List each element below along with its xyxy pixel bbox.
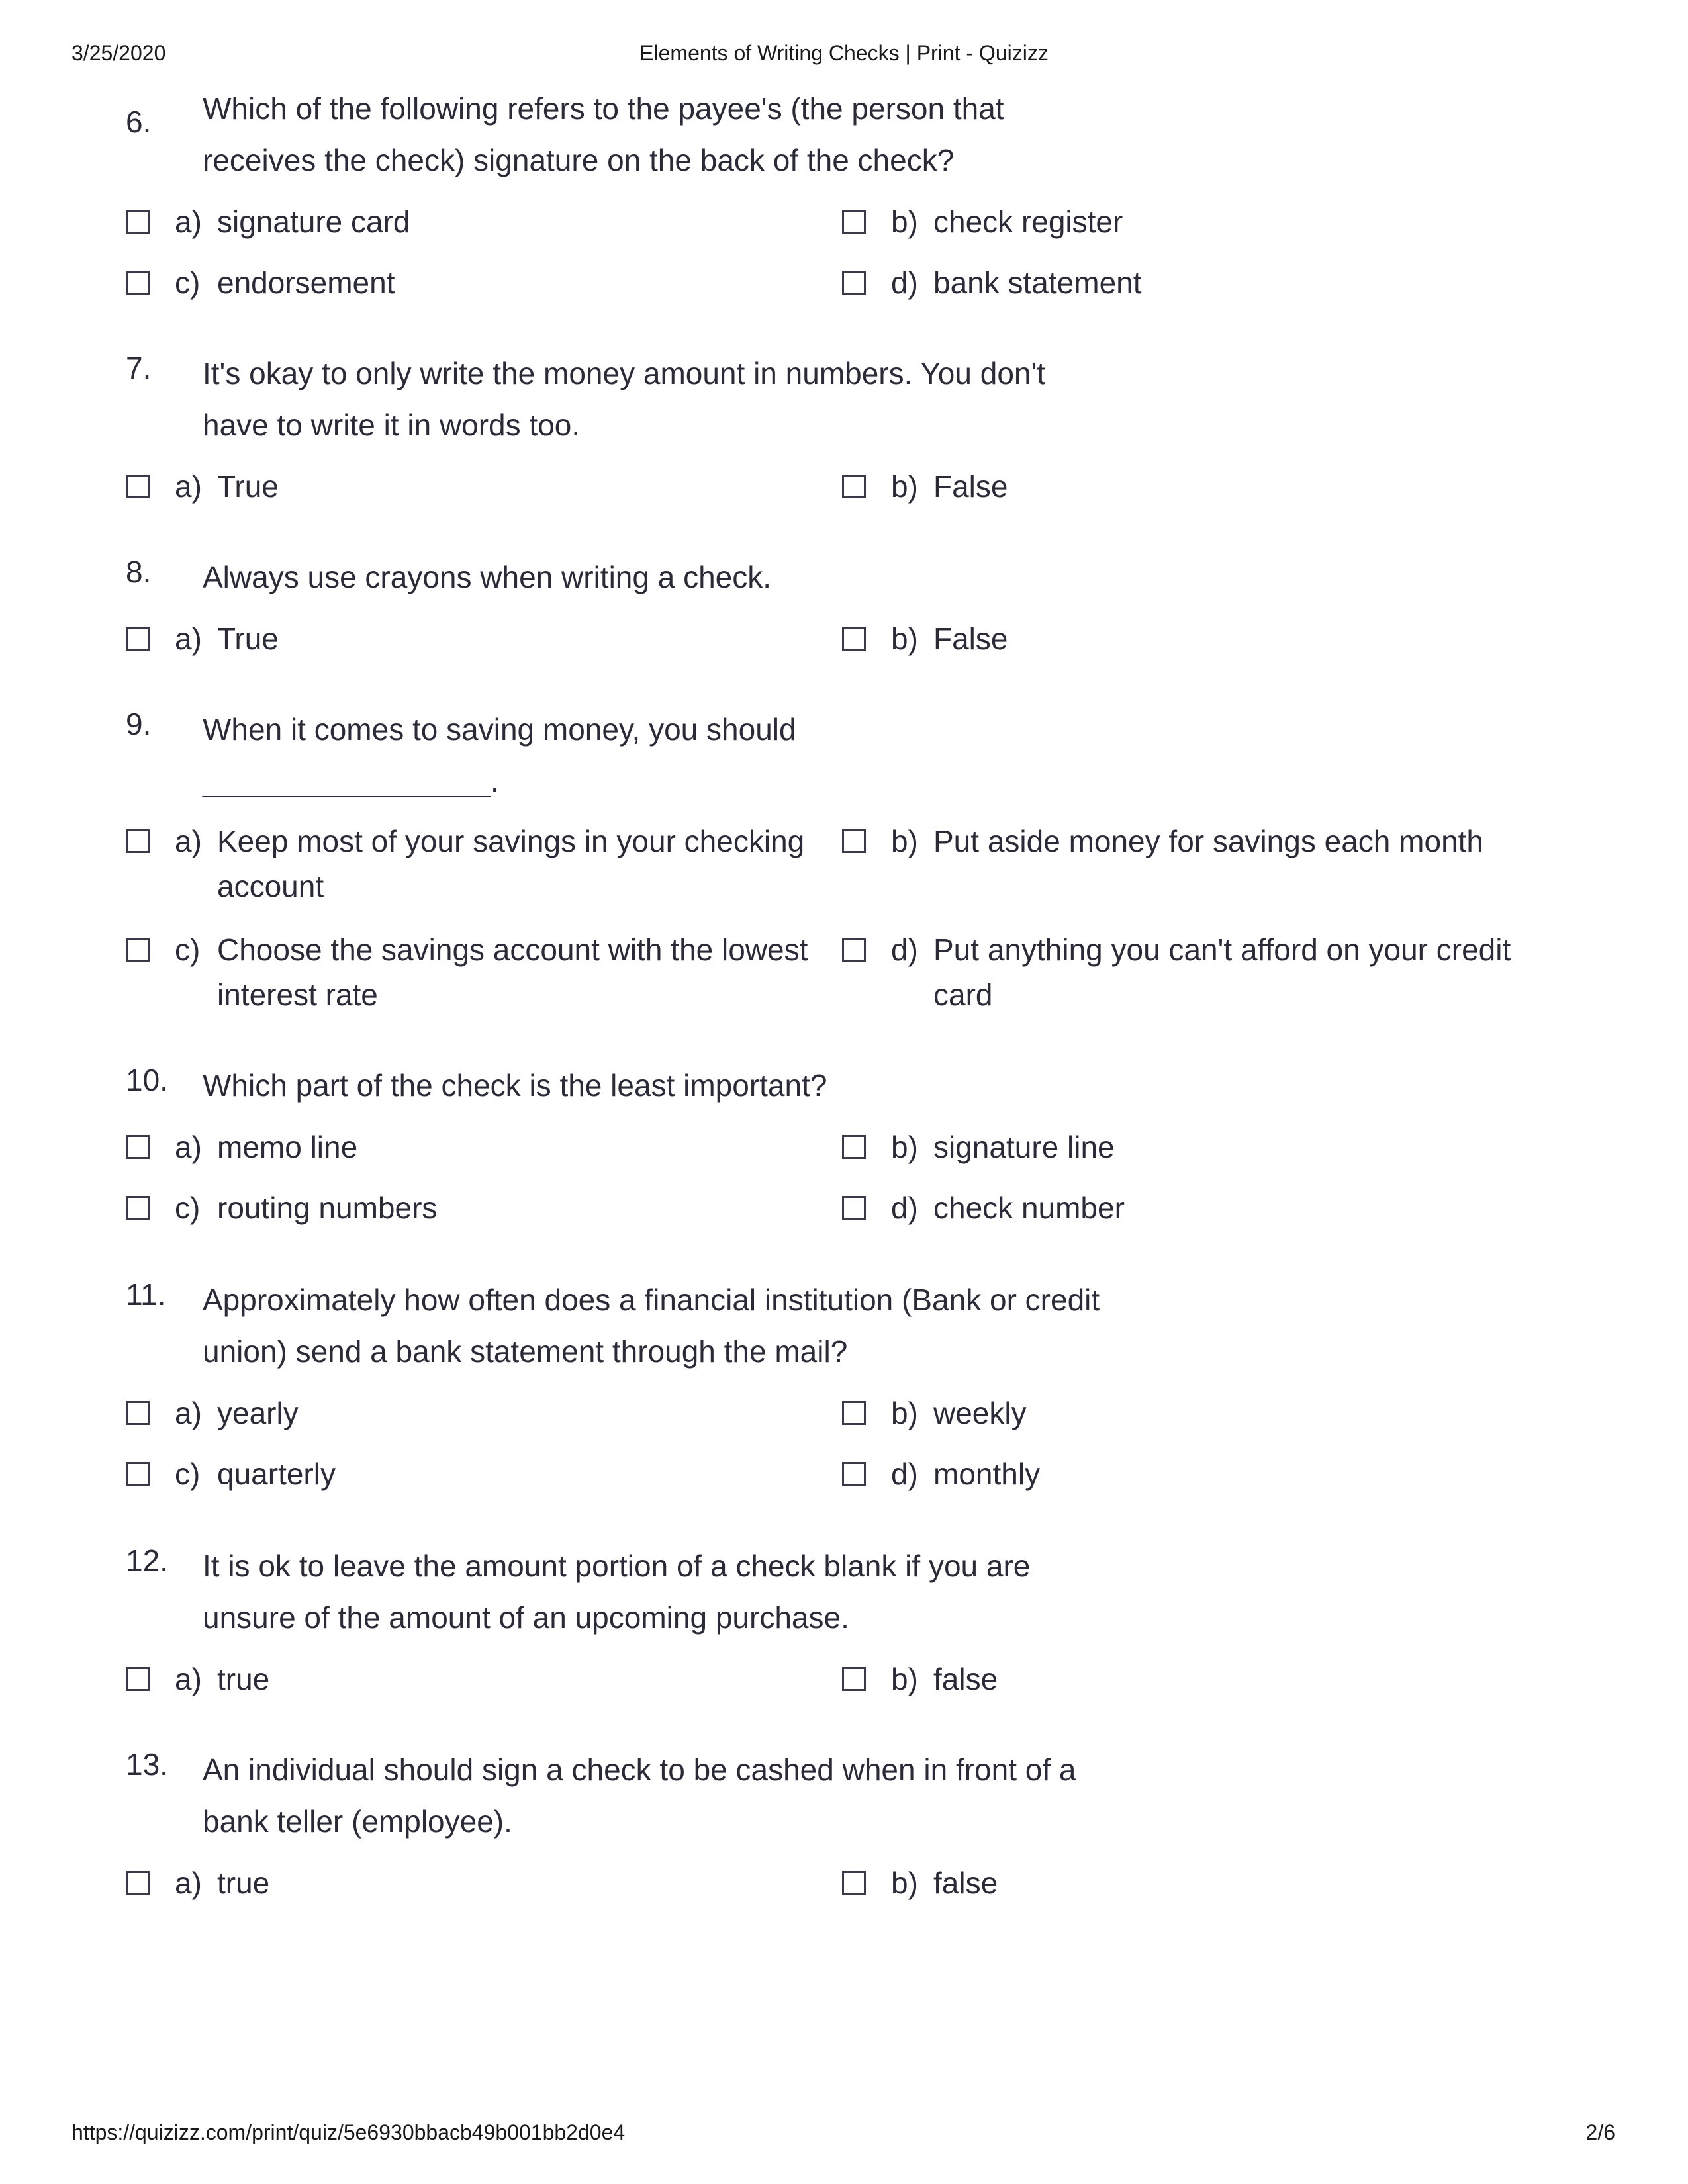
checkbox[interactable] — [126, 627, 150, 651]
option-letter: b) — [891, 1130, 918, 1164]
checkbox[interactable] — [842, 210, 866, 234]
question-number: 7. — [126, 351, 152, 385]
option-text: False — [933, 621, 1008, 656]
checkbox[interactable] — [126, 1401, 150, 1425]
option-letter: a) — [175, 1130, 202, 1164]
option-letter: b) — [891, 824, 918, 858]
option-letter: b) — [891, 1662, 918, 1696]
option-letter: c) — [175, 1191, 201, 1225]
checkbox[interactable] — [842, 938, 866, 962]
option-letter: d) — [891, 1191, 918, 1225]
option-letter: a) — [175, 824, 202, 858]
option-letter: a) — [175, 1396, 202, 1430]
option-text: signature card — [217, 205, 410, 239]
checkbox[interactable] — [842, 1462, 866, 1486]
option-text: bank statement — [933, 265, 1142, 300]
option-letter: b) — [891, 1396, 918, 1430]
option-text: quarterly — [217, 1457, 336, 1491]
option-text: routing numbers — [217, 1191, 438, 1225]
option-text: signature line — [933, 1130, 1115, 1164]
checkbox[interactable] — [126, 829, 150, 853]
option-letter: d) — [891, 933, 918, 967]
checkbox[interactable] — [126, 1135, 150, 1159]
option-text: Put aside money for savings each month — [933, 824, 1484, 858]
checkbox[interactable] — [126, 1196, 150, 1220]
option-text: True — [217, 621, 279, 656]
option-letter: b) — [891, 1866, 918, 1900]
checkbox[interactable] — [842, 271, 866, 295]
document-title: Elements of Writing Checks | Print - Quizizz — [639, 41, 1049, 65]
print-footer — [0, 2120, 1688, 2147]
option-letter: c) — [175, 265, 201, 300]
checkbox[interactable] — [842, 1135, 866, 1159]
checkbox[interactable] — [126, 1667, 150, 1691]
option-text: Choose the savings account with the lowest interest rate — [217, 933, 808, 1012]
print-date: 3/25/2020 — [71, 41, 166, 65]
page-number: 2/6 — [1585, 2120, 1615, 2144]
option-text: endorsement — [217, 265, 395, 300]
checkbox[interactable] — [842, 1667, 866, 1691]
option-text: true — [217, 1662, 270, 1696]
checkbox[interactable] — [126, 271, 150, 295]
option-letter: b) — [891, 205, 918, 239]
option-letter: a) — [175, 1866, 202, 1900]
question-text: Approximately how often does a financial institution (Bank or credit union) send a bank statement through the mail? — [203, 1283, 1100, 1369]
question-number: 12. — [126, 1543, 168, 1578]
checkbox[interactable] — [126, 210, 150, 234]
checkbox[interactable] — [842, 829, 866, 853]
option-letter: a) — [175, 621, 202, 656]
question-number: 10. — [126, 1063, 168, 1097]
checkbox[interactable] — [126, 1462, 150, 1486]
checkbox[interactable] — [126, 475, 150, 498]
print-header — [0, 41, 1688, 68]
option-letter: c) — [175, 933, 201, 967]
question-number: 13. — [126, 1747, 168, 1782]
question-number: 6. — [126, 105, 152, 139]
option-text: check number — [933, 1191, 1125, 1225]
option-text: false — [933, 1662, 998, 1696]
checkbox[interactable] — [842, 1401, 866, 1425]
question-number: 11. — [126, 1277, 166, 1312]
checkbox[interactable] — [842, 1196, 866, 1220]
option-text: memo line — [217, 1130, 358, 1164]
question-number: 9. — [126, 707, 152, 741]
question-text: Which of the following refers to the payee's (the person that receives the check) signature on the back of the check? — [203, 91, 1004, 177]
option-text: weekly — [933, 1396, 1027, 1430]
option-letter: b) — [891, 621, 918, 656]
option-text: Put anything you can't afford on your credit card — [933, 933, 1511, 1012]
question-text: An individual should sign a check to be cashed when in front of a bank teller (employee). — [203, 1752, 1076, 1839]
checkbox[interactable] — [842, 475, 866, 498]
question-text: Which part of the check is the least important? — [203, 1068, 827, 1103]
option-letter: c) — [175, 1457, 201, 1491]
question-text: It is ok to leave the amount portion of a check blank if you are unsure of the amount of an upcoming purchase. — [203, 1549, 1031, 1635]
option-letter: d) — [891, 265, 918, 300]
option-text: monthly — [933, 1457, 1041, 1491]
question-text: Always use crayons when writing a check. — [203, 560, 772, 594]
question-text: It's okay to only write the money amount in numbers. You don't have to write it in words too. — [203, 356, 1046, 442]
option-letter: b) — [891, 469, 918, 504]
option-text: False — [933, 469, 1008, 504]
checkbox[interactable] — [842, 627, 866, 651]
question-text: When it comes to saving money, you should _________________. — [203, 712, 796, 798]
option-letter: a) — [175, 205, 202, 239]
question-number: 8. — [126, 555, 152, 589]
option-text: yearly — [217, 1396, 299, 1430]
option-letter: d) — [891, 1457, 918, 1491]
option-text: true — [217, 1866, 270, 1900]
option-letter: a) — [175, 1662, 202, 1696]
option-text: check register — [933, 205, 1123, 239]
option-text: True — [217, 469, 279, 504]
checkbox[interactable] — [842, 1871, 866, 1895]
option-text: Keep most of your savings in your checking account — [217, 824, 805, 903]
page-url: https://quizizz.com/print/quiz/5e6930bbacb49b001bb2d0e4 — [71, 2120, 626, 2144]
option-letter: a) — [175, 469, 202, 504]
checkbox[interactable] — [126, 1871, 150, 1895]
checkbox[interactable] — [126, 938, 150, 962]
option-text: false — [933, 1866, 998, 1900]
